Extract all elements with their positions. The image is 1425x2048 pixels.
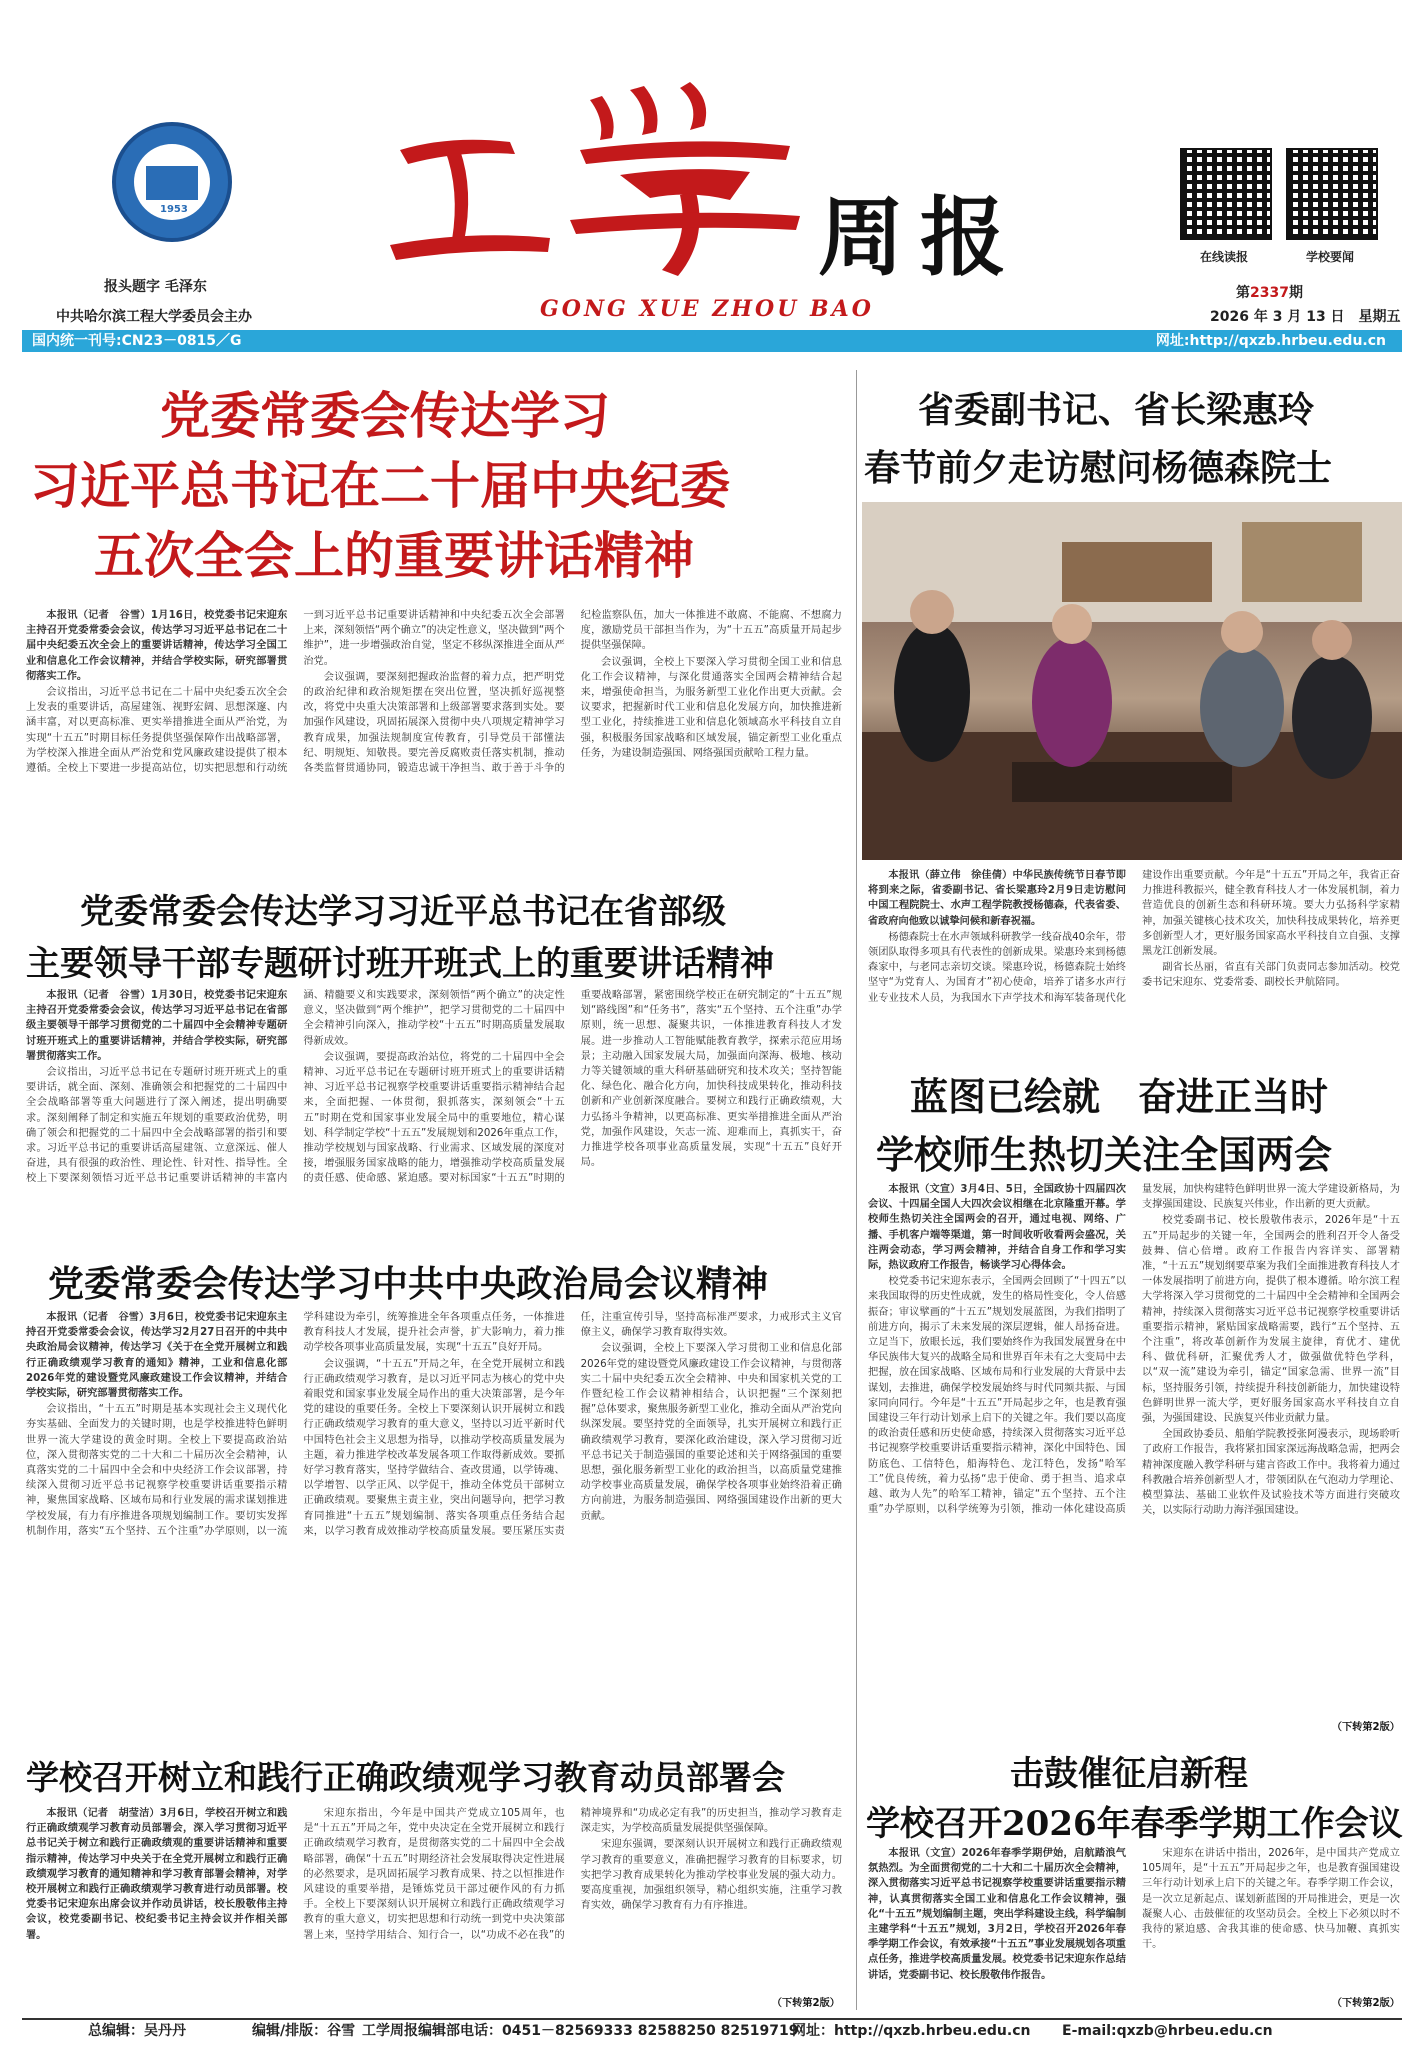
article-body: 本报讯（记者 谷雪）3月6日，校党委书记宋迎东主持召开党委常委会会议，传达学习2月27日召开的中共中央政治局会议精神，传达学习《关于在全党开展树立和践行正确政绩观学习教育的通知》精神，工业和信息化部2026年党的建设暨党风廉政建设工作会议精神，并结合学校实际，研究部署贯彻落实工作。 会议指出，“十五五”时期是基本实现社会主义现代化夯实基础、全面发力的关键时期，也是学校推进特色鲜明世界一流大学建设的黄金时期。全校上下要提高政治站位，深入贯彻落实党的二十大和二十届历次全会精神，认真落实党的二十届四中全会和中央经济工作会议部署，持续深入贯彻习近平总书记视察学校重要讲话重要指示精神，聚焦国家战略、区域布局和行业发展的需求谋划推进学校发展，有力有序推进各项规划编制工作。要切实发挥机制作用，落实“五个坚持、五个注重”办学原则，以一流学科建设为牵引，统筹推进全年各项重点任务，一体推进教育科技人才发展，提升社会声誉，扩大影响力，着力推动学校各项事业高质量发展，实现“十五五”良好开局。 会议强调，“十五五”开局之年，在全党开展树立和践行正确政绩观学习教育，是以习近平同志为核心的党中央着眼党和国家事业发展全局作出的重大决策部署，是今年党的建设的重要任务。全校上下要深刻认识开展树立和践行正确政绩观学习教育的重大意义，坚持以习近平新时代中国特色社会主义思想为指导，以推动学校高质量发展为主题，着力推进学校改革发展各项工作取得新成效。要抓好学习教育落实，坚持学做结合、查改贯通，以学铸魂、以学增智、以学正风、以学促干，推动全体党员干部树立正确政绩观。要聚焦主责主业，突出问题导向，把学习教育同推进“十五五”规划编制、落实各项重点任务结合起来，以学习教育成效推动学校高质量发展。要压紧压实责任，注重宣传引导，坚持高标准严要求，力戒形式主义官僚主义，确保学习教育取得实效。 会议强调，全校上下要深入学习贯彻工业和信息化部2026年党的建设暨党风廉政建设工作会议精神，与贯彻落实二十届中央纪委五次全会精神、中央和国家机关党的工作暨纪检工作会议精神相结合，认识把握“三个深刻把握”总体要求，聚焦服务新型工业化，推动全面从严治党向纵深发展。要坚持党的全面领导，扎实开展树立和践行正确政绩观学习教育，要深化政治建设，深入学习贯彻习近平总书记关于制造强国的重要论述和关于网络强国的重要思想，强化服务新型工业化的政治担当，以高质量党建推动学校事业高质量发展，确保学校各项事业始终沿着正确方向前进，为服务制造强国、网络强国建设作出新的更大贡献。 — [26, 1312, 842, 1537]
headline: 主要领导干部专题研讨班开班式上的重要讲话精神 — [26, 944, 774, 984]
news-photo — [862, 502, 1402, 860]
headline: 蓝图已绘就 奋进正当时 — [910, 1074, 1329, 1119]
info-bar — [22, 330, 1402, 352]
website-link[interactable]: 网址:http://qxzb.hrbeu.edu.cn — [1155, 333, 1386, 349]
qr-caption: 在线读报 — [1200, 250, 1249, 264]
headline: 击鼓催征启新程 — [1010, 1754, 1248, 1794]
masthead-pinyin: GONG XUE ZHOU BAO — [540, 296, 874, 322]
headline: 学校召开树立和践行正确政绩观学习教育动员部署会 — [26, 1758, 785, 1797]
editorial-phone: 工学周报编辑部电话：0451－82569333 82588250 82519719 — [362, 2023, 799, 2039]
headline: 省委副书记、省长梁惠玲 — [918, 389, 1315, 431]
title-signature: 报头题字 毛泽东 — [104, 279, 207, 295]
headline: 学校召开2026年春季学期工作会议 — [866, 1804, 1403, 1844]
article-body: 本报讯（记者 谷雪）1月16日，校党委书记宋迎东主持召开党委常委会会议，传达学习习近平总书记在二十届中央纪委五次全会上的重要讲话精神，传达学习全国工业和信息化工作会议精神，并结合学校实际，研究部署贯彻落实工作。 会议指出，习近平总书记在二十届中央纪委五次全会上发表的重要讲话，高屋建瓴、视野宏阔、思想深邃、内涵丰富，对以更高标准、更实举措推进全面从严治党，为实现“十五五”时期目标任务提供坚强保障作出战略部署，为学校深入推进全面从严治党和党风廉政建设提供了根本遵循。全校上下要进一步提高站位，切实把思想和行动统一到习近平总书记重要讲话精神和中央纪委五次全会部署上来，深刻领悟“两个确立”的决定性意义，坚决做到“两个维护”，进一步增强政治自觉，坚定不移纵深推进全面从严治党。 会议强调，要深刻把握政治监督的着力点，把严明党的政治纪律和政治规矩摆在突出位置，坚决抓好巡视整改，将党中央重大决策部署和上级部署要求落到实处。要加强作风建设，巩固拓展深入贯彻中央八项规定精神学习教育成果，加强法规制度宣传教育，引导党员干部懂法纪、明规矩、知敬畏。要完善反腐败责任落实机制，推动各类监督贯通协同，锻造忠诚干净担当、敢于善于斗争的纪检监察队伍，加大一体推进不敢腐、不能腐、不想腐力度，激励党员干部担当作为，为“十五五”高质量开局起步提供坚强保障。 会议强调，全校上下要深入学习贯彻全国工业和信息化工作会议精神，与深化贯通落实全国两会精神结合起来，增强使命担当，为服务新型工业化作出更大贡献。会议要求，把握新时代工业和信息化发展方向，加快推进新型工业化，持续推进工业和信息化领域高水平科技自立自强，积极服务国家战略和区域发展，锚定新型工业化重点任务，为建设制造强国、网络强国贡献哈工程力量。 — [26, 610, 842, 775]
calligraphy-title-logo — [390, 80, 810, 280]
headline: 党委常委会传达学习 — [160, 386, 610, 445]
issue-number: 第2337期 — [1236, 285, 1303, 301]
editors: 编辑/排版：谷雪 — [252, 2023, 356, 2039]
headline: 党委常委会传达学习习近平总书记在省部级 — [80, 892, 726, 932]
qr-code-icon[interactable] — [1180, 148, 1272, 240]
article-body: 本报讯（文宣）3月4日、5日，全国政协十四届四次会议、十四届全国人大四次会议相继在北京隆重开幕。学校师生热切关注全国两会的召开，通过电视、网络、广播、手机客户端等渠道，第一时间收听收看两会盛况，关注两会动态，学习两会精神，并结合自身工作和学习实际，热议政府工作报告，畅谈学习心得体会。 校党委书记宋迎东表示，全国两会回顾了“十四五”以来我国取得的历史性成就，发生的格局性变化，令人倍感振奋；审议擘画的“十五五”规划发展蓝图，为我们指明了前进方向，揭示了未来发展的深层逻辑，催人昂扬奋进。立足当下，放眼长远，我们要始终作为我国发展置身在中华民族伟大复兴的战略全局和世界百年未有之大变局中去把握，放在国家战略、区域布局和行业发展的大背景中去谋划，去推进，确保学校发展始终与时代同频共振、与国家同向同行。今年是“十五五”开局起步之年，也是教育强国建设三年行动计划承上启下的关键之年。我们要以高度的政治责任感和历史使命感，持续深入贯彻落实习近平总书记视察学校重要讲话重要指示精神，深化中国特色、国防底色、工信特色，船海特色、龙江特色，发扬“哈军工”优良传统，着力弘扬“忠于使命、勇于担当、追求卓越、敢为人先”的哈军工精神，锚定“五个坚持、五个注重”办学原则，以科学统筹为引领，推动一体化建设高质量发展，加快构建特色鲜明世界一流大学建设新格局，为支撑强国建设、民族复兴伟业，作出新的更大贡献。 校党委副书记、校长殷敬伟表示，2026年是“十五五”开局起步的关键一年，全国两会的胜利召开令人备受鼓舞、信心倍增。政府工作报告内容详实、部署精准，“十五五”规划纲要草案为我们全面推进教育科技人才一体发展指明了前进方向，提供了根本遵循。哈尔滨工程大学将深入学习贯彻党的二十届四中全会精神和全国两会精神，持续深入贯彻落实习近平总书记视察学校重要讲话重要指示精神，紧贴国家战略需要，践行“五个坚持、五个注重”，将改革创新作为发展主旋律，育优才、建优科、做优科研，汇聚优秀人才，做强做优特色学科，以“双一流”建设为牵引，锚定“国家急需、世界一流”目标，坚持服务引领，持续提升科技创新能力，加快建设特色鲜明世界一流大学，更好服务国家高水平科技自立自强，为强国建设、民族复兴伟业贡献力量。 全国政协委员、船舶学院教授张阿漫表示，现场聆听了政府工作报告，我将紧扣国家深远海战略急需，把两会精神深度融入教学科研与建言咨政工作中。我将着力通过科教融合培养创新型人才，带领团队在气泡动力学理论、模型算法、基础工业软件及试验技术等方面进行突破攻关，以实际行动助力海洋强国建设。 — [868, 1184, 1400, 1517]
seal-year: 1953 — [160, 204, 188, 215]
headline: 春节前夕走访慰问杨德森院士 — [864, 447, 1333, 489]
host-organization: 中共哈尔滨工程大学委员会主办 — [56, 309, 252, 325]
photo-scene — [862, 502, 1402, 860]
headline: 学校师生热切关注全国两会 — [876, 1132, 1333, 1177]
column-divider — [856, 370, 857, 2010]
qr-caption: 学校要闻 — [1306, 250, 1355, 264]
article-body: 本报讯（薛立伟 徐佳倩）中华民族传统节日春节即将到来之际，省委副书记、省长梁惠玲2月9日走访慰问中国工程院院士、水声工程学院教授杨德森，代表省委、省政府向他致以诚挚问候和新春祝福。 杨德森院士在水声领域科研教学一线奋战40余年，带领团队取得多项具有代表性的创新成果。梁惠玲来到杨德森家中，与老同志亲切交谈。梁惠玲说，杨德森院士始终坚守“为党育人、为国育才”初心使命，培养了诸多水声行业专业技术人员，为我国水下声学技术和海军装备现代化建设作出重要贡献。今年是“十五五”开局之年，我省正奋力推进科教振兴，健全教育科技人才一体发展机制，着力营造优良的创新生态和科研环境。要大力弘扬科学家精神，加强关键核心技术攻关，加快科技成果转化，培养更多创新型人才，更好服务国家高水平科技自立自强、支撑黑龙江创新发展。 副省长丛丽，省直有关部门负责同志参加活动。校党委书记宋迎东、党委常委、副校长尹航陪同。 — [868, 870, 1400, 1004]
article-body: 本报讯（记者 胡莹洁）3月6日，学校召开树立和践行正确政绩观学习教育动员部署会，深入学习贯彻习近平总书记关于树立和践行正确政绩观的重要讲话精神和重要指示精神，传达学习中央关于在全党开展树立和践行正确政绩观学习教育的通知精神和学习教育部署会精神，对学校开展树立和践行正确政绩观学习教育进行动员部署。校党委书记宋迎东出席会议并作动员讲话，校长殷敬伟主持会议，校党委副书记、校纪委书记主持会议并作相关部署。 宋迎东指出，今年是中国共产党成立105周年，也是“十五五”开局之年，党中央决定在全党开展树立和践行正确政绩观学习教育，是贯彻落实党的二十届四中全会战略部署，确保“十五五”时期经济社会发展取得决定性进展的必然要求，是巩固拓展学习教育成果、持之以恒推进作风建设的重要举措，是锤炼党员干部过硬作风的有力抓手。全校上下要深刻认识开展树立和践行正确政绩观学习教育的重大意义，切实把思想和行动统一到党中央决策部署上来，坚持学用结合、知行合一，以“功成不必在我”的精神境界和“功成必定有我”的历史担当，推动学习教育走深走实，为学校高质量发展提供坚强保障。 宋迎东强调，要深刻认识开展树立和践行正确政绩观学习教育的重要意义，准确把握学习教育的目标要求，切实把学习教育成果转化为推动学校事业发展的强大动力。要高度重视，加强组织领导，精心组织实施，注重学习教育实效，确保学习教育有力有序推进。 — [26, 1808, 842, 1941]
continued-note: （下转第2版） — [771, 1998, 840, 2009]
footer-website[interactable]: 网址：http://qxzb.hrbeu.edu.cn — [792, 2023, 1031, 2039]
chief-editor: 总编辑：吴丹丹 — [88, 2023, 186, 2039]
headline: 习近平总书记在二十届中央纪委 — [30, 456, 730, 515]
footer — [22, 2018, 1402, 2042]
headline: 党委常委会传达学习中共中央政治局会议精神 — [48, 1263, 769, 1305]
masthead-title-print: 周报 — [818, 187, 1022, 288]
serial-number: 国内统一刊号:CN23－0815／G — [32, 333, 242, 349]
headline: 五次全会上的重要讲话精神 — [94, 526, 694, 585]
footer-email[interactable]: E-mail:qxzb@hrbeu.edu.cn — [1062, 2023, 1273, 2039]
continued-note: （下转第2版） — [1331, 1998, 1400, 2009]
issue-date: 2026 年 3 月 13 日 星期五 — [1210, 309, 1401, 325]
article-body: 本报讯（记者 谷雪）1月30日，校党委书记宋迎东主持召开党委常委会会议，传达学习习近平总书记在省部级主要领导干部学习贯彻党的二十届四中全会精神专题研讨班开班式上的重要讲话精神，并结合学校实际，研究部署贯彻落实工作。 会议指出，习近平总书记在专题研讨班开班式上的重要讲话，就全面、深刻、准确领会和把握党的二十届四中全会战略部署等重大问题进行了深入阐述，提出明确要求。深刻阐释了制定和实施五年规划的重要政治优势，明确了领会和把握党的二十届四中全会战略部署的指引和要求。习近平总书记的重要讲话高屋建瓴、立意深远、催人奋进，具有很强的政治性、理论性、针对性、指导性。全校上下要深刻领悟习近平总书记重要讲话精神的丰富内涵、精髓要义和实践要求，深刻领悟“两个确立”的决定性意义，坚决做到“两个维护”，把学习贯彻党的二十届四中全会精神引向深入，推动学校“十五五”时期高质量发展取得新成效。 会议强调，要提高政治站位，将党的二十届四中全会精神、习近平总书记在专题研讨班开班式上的重要讲话精神、习近平总书记视察学校重要讲话重要指示精神结合起来，全面把握、一体贯彻，狠抓落实，深刻领会“十五五”时期在党和国家事业发展全局中的重要地位，精心谋划、科学制定学校“十五五”发展规划和2026年重点工作，推动学校规划与国家战略、行业需求、区域发展的深度对接，增强服务国家战略的能力，增强推动学校高质量发展的责任感、使命感、紧迫感。要对标国家“十五五”时期的重要战略部署，紧密围绕学校正在研究制定的“十五五”规划“路线图”和“任务书”，落实“五个坚持、五个注重”办学原则，统一思想、凝聚共识，一体推进教育科技人才发展。进一步推动人工智能赋能教育教学，探索示范应用场景；主动融入国家发展大局，加强面向深海、极地、核动力等关键领域的重大科研基础研究和技术攻关；坚持智能化、绿色化、融合化方向，加快科技成果转化，推动科技创新和产业创新深度融合。要树立和践行正确政绩观，大力弘扬斗争精神，以更高标准、更实举措推进全面从严治党，加强作风建设，矢志一流、迎难而上，真抓实干，奋力推进学校各项事业高质量发展，实现“十五五”良好开局。 — [26, 990, 842, 1185]
continued-note: （下转第2版） — [1331, 1722, 1400, 1733]
article-body: 本报讯（文宣）2026年春季学期伊始，启航踏浪气氛热烈。为全面贯彻党的二十大和二十届历次全会精神，深入贯彻落实习近平总书记视察学校重要讲话重要指示精神，认真贯彻落实全国工业和信息化工作会议精神，强化“十五五”规划编制主题，突出学科建设主线，科学编制主建学科“十五五”规划，3月2日，学校召开2026年春季学期工作会议，有效承接“十五五”事业发展规划各项重点任务，推进学校高质量发展。校党委书记宋迎东作总结讲话，党委副书记、校长殷敬伟作报告。 宋迎东在讲话中指出，2026年，是中国共产党成立105周年，是“十五五”开局起步之年，也是教育强国建设三年行动计划承上启下的关键之年。春季学期工作会议，是一次立足新起点、谋划新蓝图的开局推进会，更是一次凝聚人心、击鼓催征的攻坚动员会。全校上下必须以时不我待的紧迫感、舍我其谁的使命感、快马加鞭、真抓实干。 — [868, 1848, 1400, 1981]
qr-code-icon[interactable] — [1286, 148, 1378, 240]
masthead — [0, 0, 1425, 349]
university-seal-icon — [112, 122, 232, 242]
